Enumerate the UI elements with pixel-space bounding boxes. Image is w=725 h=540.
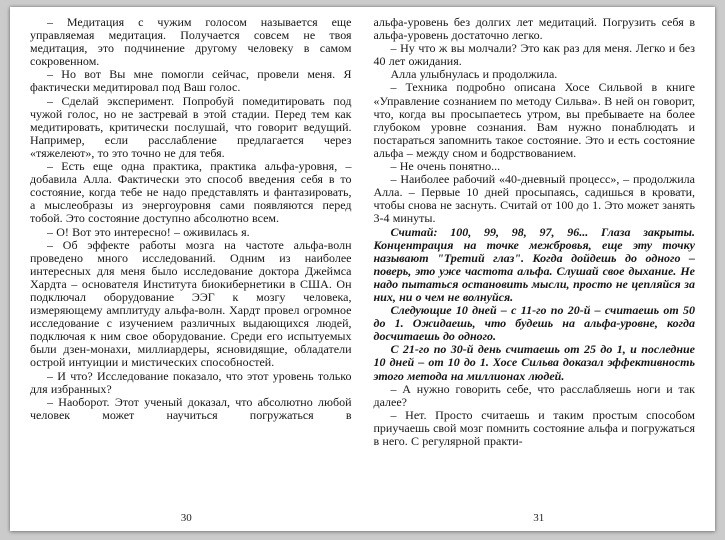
book-spread	[10, 7, 715, 531]
page-left	[10, 7, 363, 531]
paragraph: Считай: 100, 99, 98, 97, 96... Глаза закрыты. Концентрация на точке межбровья, еще эту точку называют "Третий глаз". Когда дойдешь до одного – поверь, это уже частота альфа. Слушай свое дыхание. Не надо пытаться остановить мысли, просто не цепляйся за них, ни о чем не волнуйся.	[373, 224, 695, 304]
paragraph: – О! Вот это интересно! – оживилась я.	[47, 224, 250, 239]
paragraph: Следующие 10 дней – с 11-го по 20-й – считаешь от 50 до 1. Ожидаешь, что будешь на альфа-уровне, когда досчитаешь до одного.	[373, 303, 695, 344]
paragraph: – Наиболее рабочий «40-дневный процесс», – продолжила Алла. – Первые 10 дней просыпаясь, садишься в кровати, чтобы снова не заснуть. Считай от 100 до 1. Это может занять 3-4 минуты.	[373, 172, 695, 226]
page-right-text	[374, 16, 696, 448]
paragraph: – Наоборот. Этот ученый доказал, что абсолютно любой человек может научиться погружаться в	[30, 394, 352, 422]
paragraph: – Но вот Вы мне помогли сейчас, провели меня. Я фактически медитировал под Ваш голос.	[30, 67, 352, 95]
paragraph: – Не очень понятно...	[390, 159, 501, 174]
page-right	[363, 7, 716, 531]
paragraph: Алла улыбнулась и продолжила.	[390, 67, 558, 82]
paragraph: – Нет. Просто считаешь и таким простым способом приучаешь свой мозг помнить состояние альфа и погружаться в него. С регулярной практи-	[373, 407, 695, 448]
paragraph: – Об эффекте работы мозга на частоте альфа-волн проведено много исследований. Одним из наиболее интересных для меня было исследование доктора Джеймса Хардта – основателя Института биокибернетики в США. Он подключал оборудование ЭЭГ к мозгу человека, измеряющему амплитуду альфа-волн. Хардт провел огромное исследование с изучением различных выдающихся людей, подключая к ним свое оборудование. Среди его испытуемых были дзен-монахи, миллиардеры, ясновидящие, обладатели острой интуиции и мистических способностей.	[30, 237, 352, 370]
paragraph: – Техника подробно описана Хосе Сильвой в книге «Управление сознанием по методу Сильва». В ней он говорит, что, когда вы просыпаетесь утром, вы пребываете на более глубоком уровне сознания. Вам нужно понаблюдать и постараться запомнить такое состояние. Это и есть состояние альфа – между сном и бодрствованием.	[373, 80, 695, 160]
paragraph: – Сделай эксперимент. Попробуй помедитировать под чужой голос, но не застревай в этой стадии. Перед тем как медитировать, критически послушай, что говорит ведущий. Например, если расслабление предлагается через «тяжелеют», то это точно не для тебя.	[30, 93, 352, 160]
paragraph: – Медитация с чужим голосом называется еще управляемая медитация. Получается совсем не твоя медитация, это подчинение другому человеку в самом сокровенном.	[30, 15, 352, 69]
paragraph: – А нужно говорить себе, что расслабляешь ноги и так далее?	[373, 381, 695, 409]
paragraph: С 21-го по 30-й день считаешь от 25 до 1, и последние 10 дней – от 10 до 1. Хосе Сильва доказал эффективность этого метода на миллионах людей.	[373, 342, 695, 383]
page-left-text	[30, 16, 352, 422]
paragraph: – Есть еще одна практика, практика альфа-уровня, – добавила Алла. Фактически это способ введения себя в то состояние, когда тебе не надо представлять и фантазировать, а мыслеобразы из энергоуровня сами появляются перед тобой. Это состояние доступно абсолютно всем.	[30, 159, 352, 226]
paragraph: – Ну что ж вы молчали? Это как раз для меня. Легко и без 40 лет ожидания.	[373, 41, 695, 69]
paragraph: альфа-уровень без долгих лет медитаций. Погрузить себя в альфа-уровень достаточно легко.	[373, 15, 695, 43]
page-right-number: 31	[533, 512, 545, 524]
page-left-number: 30	[180, 512, 192, 524]
paragraph: – И что? Исследование показало, что этот уровень только для избранных?	[30, 368, 352, 396]
